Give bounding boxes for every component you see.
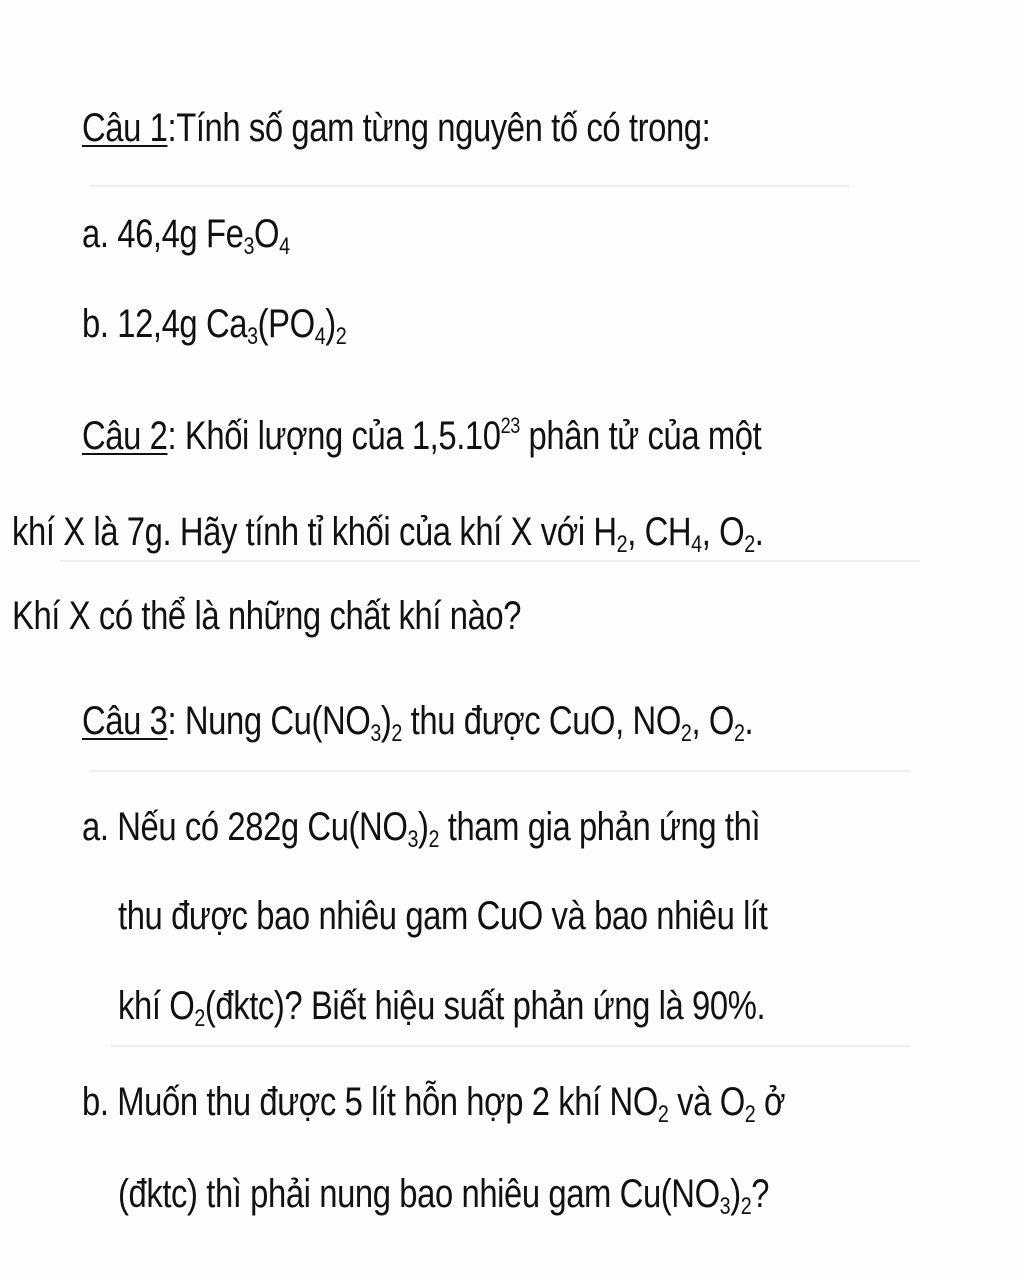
question-3-b-line-1: b. Muốn thu được 5 lít hỗn hợp 2 khí $NO_2$ và $O_2$ ở bbox=[82, 1080, 786, 1128]
question-3-b-line-2: (đktc) thì phải nung bao nhiêu gam $Cu(NO_3)_2$? bbox=[118, 1172, 770, 1220]
question-3-heading: Câu 3: Nung $Cu(NO_3)_2$ thu được CuO, $NO_2$, $O_2$. bbox=[82, 699, 754, 747]
question-1-text: :Tính số gam từng nguyên tố có trong: bbox=[167, 106, 711, 150]
question-3-a-line-1: a. Nếu có 282g $Cu(NO_3)_2$ tham gia phản ứng thì bbox=[82, 805, 761, 853]
question-1-item-a: a. 46,4g $Fe_3O_4$ bbox=[82, 212, 290, 260]
question-3-a-line-2: thu được bao nhiêu gam CuO và bao nhiêu lít bbox=[118, 894, 768, 938]
question-2-line-3: Khí X có thể là những chất khí nào? bbox=[12, 594, 522, 638]
question-3-a-line-3: khí $O_2(đktc)$? Biết hiệu suất phản ứng là 90%. bbox=[118, 984, 766, 1032]
question-1-item-b: b. 12,4g $Ca_3(PO_4)_2$ bbox=[82, 302, 347, 350]
question-1-label: Câu 1 bbox=[82, 106, 168, 150]
question-2-line-2: khí X là 7g. Hãy tính tỉ khối của khí X với $H_2$, $CH_4$, $O_2$. bbox=[12, 510, 764, 558]
question-2-label: Câu 2 bbox=[82, 414, 168, 458]
question-1-heading bbox=[82, 104, 710, 152]
question-2-line-1: Câu 2: Khối lượng của 1,5.10$^{23}$ phân tử của một bbox=[82, 413, 762, 458]
question-3-label: Câu 3 bbox=[82, 699, 168, 743]
